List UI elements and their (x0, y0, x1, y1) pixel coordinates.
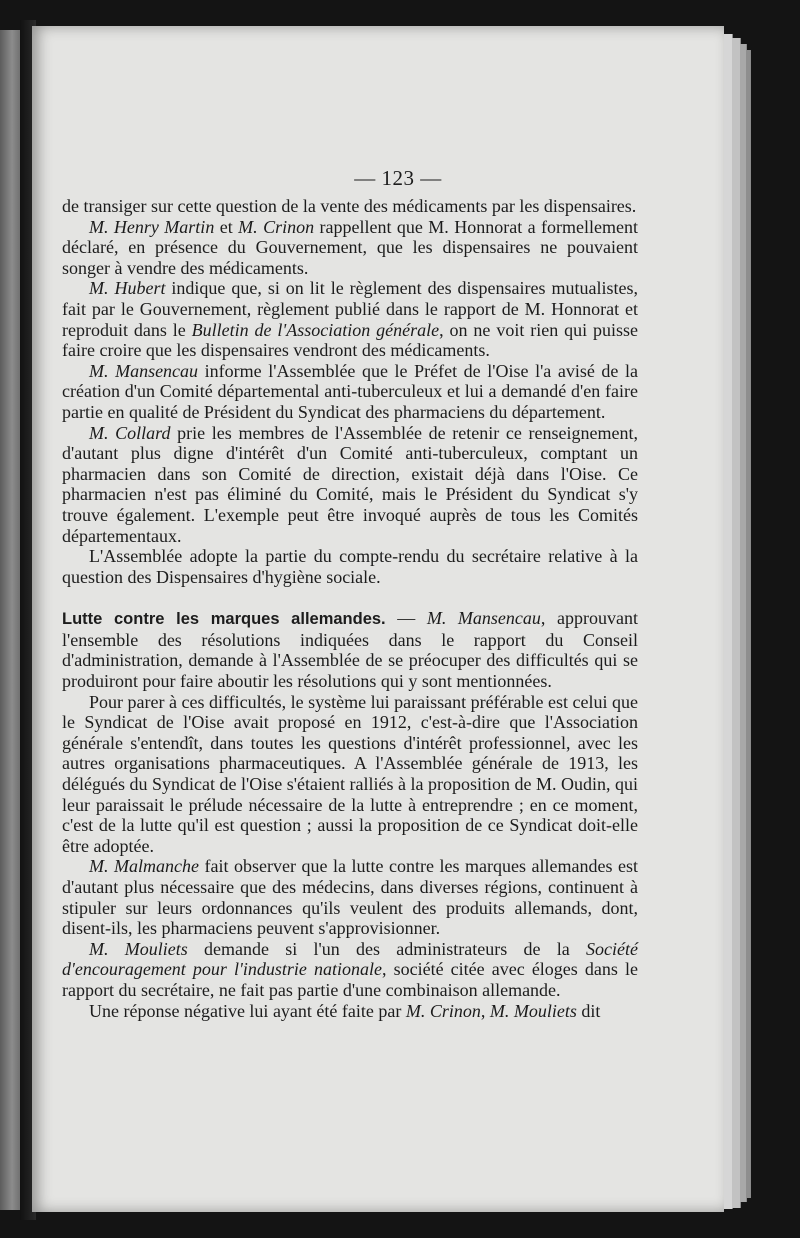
italic-name: M. Mouliets (89, 938, 188, 959)
paragraph (62, 1001, 638, 1022)
page-body-text (62, 196, 638, 1021)
text-run: informe l'Assemblée que le Préfet de l'Oise l'a avisé de la création d'un Comité départemental anti-tuberculeux et lui a demandé d'en faire partie en qualité de Président du Syndicat des pharmaciens du département. (62, 360, 638, 422)
text-run: L'Assemblée adopte la partie du compte-rendu du secrétaire relative à la question des Dispensaires d'hygiène sociale. (62, 546, 638, 587)
text-run: — (385, 608, 427, 629)
facing-page-edge (0, 30, 22, 1210)
text-run: et (214, 216, 239, 237)
italic-name: Société d'encouragement pour l'industrie nationale (62, 938, 638, 980)
italic-name: M. Malmanche (89, 856, 199, 877)
text-run: fait observer que la lutte contre les marques allemandes est d'autant plus nécessaire que des médecins, dans diverses régions, continuent à stipuler sur leurs ordonnances qu'ils veulent des produits allemands, dont, disent-ils, les pharmaciens peuvent s'approvisionner. (62, 856, 638, 939)
text-run: , société citée avec éloges dans le rapport du secrétaire, ne fait pas partie d'une combinaison allemande. (62, 959, 638, 1000)
text-run: dit (576, 1000, 601, 1021)
section-paragraph (62, 608, 638, 691)
text-run: prie les membres de l'Assemblée de retenir ce renseignement, d'autant plus digne d'intérêt d'un Comité anti-tuberculeux, comptant un pharmacien dans son Comité de direction, existait déjà dans l'Oise. Ce pharmacien n'est pas éliminé du Comité, mais le Président du Syndicat s'y trouve également. L'exemple peut être invoqué auprès de tous les Comités départementaux. (62, 422, 638, 546)
italic-name: M. Hubert (89, 278, 166, 299)
text-run: indique que, si on lit le règlement des dispensaires mutualistes, fait par le Gouvernement, règlement publié dans le rapport de M. Honnorat et reproduit dans le (62, 278, 638, 340)
page-stack-edge (746, 50, 751, 1198)
paragraph (62, 423, 638, 547)
text-run: , approuvant l'ensemble des résolutions indiquées dans le rapport du Conseil d'administration, demande à l'Assemblée de se préocuper des difficultés qui se produiront pour faire aboutir les résolutions qui y sont mentionnées. (62, 608, 638, 692)
text-run: Une réponse négative lui ayant été faite par (89, 1000, 406, 1021)
italic-name: M. Crinon (238, 216, 315, 237)
text-run: Pour parer à ces difficultés, le système lui paraissant préférable est celui que le Syndicat de l'Oise avait proposé en 1912, c'est-à-dire que l'Association générale s'entendît, dans toutes les questions d'intérêt professionnel, avec les autres organisations pharmaceutiques. A l'Assemblée générale de 1913, les délégués du Syndicat de l'Oise s'étaient ralliés à la proposition de M. Oudin, qui leur paraissait le prélude nécessaire de la lutte à entreprendre ; en ce moment, c'est de la lutte qu'il est question ; aussi la proposition de ce Syndicat doit-elle être adoptée. (62, 691, 638, 856)
text-run: de transiger sur cette question de la vente des médicaments par les dispensaires. (62, 196, 637, 216)
text-run: , (480, 1000, 490, 1021)
paragraph (62, 196, 638, 217)
paragraph (62, 692, 638, 857)
paragraph (62, 939, 638, 1001)
italic-name: M. Mansencau (426, 608, 541, 629)
italic-name: M. Crinon (405, 1000, 481, 1021)
text-run: , on ne voit rien qui puisse faire croire que les dispensaires vendront des médicaments. (62, 319, 638, 361)
italic-name: M. Henry Martin (89, 216, 215, 237)
page-number: — 123 — (354, 166, 442, 190)
paragraph (62, 217, 638, 279)
italic-name: M. Mouliets (489, 1000, 577, 1021)
paragraph (62, 361, 638, 423)
section-title: Lutte contre les marques allemandes. (62, 610, 386, 629)
paragraph (62, 278, 638, 360)
paragraph (62, 856, 638, 938)
italic-name: M. Mansencau (89, 360, 199, 381)
book-page (32, 26, 724, 1212)
paragraph (62, 546, 638, 587)
text-run: demande si l'un des administrateurs de la (187, 938, 586, 959)
italic-name: Bulletin de l'Association générale (191, 319, 440, 340)
text-run: rappellent que M. Honnorat a formellement déclaré, en présence du Gouvernement, que les dispensaires ne pouvaient songer à vendre des médicaments. (62, 216, 638, 278)
italic-name: M. Collard (89, 422, 171, 443)
